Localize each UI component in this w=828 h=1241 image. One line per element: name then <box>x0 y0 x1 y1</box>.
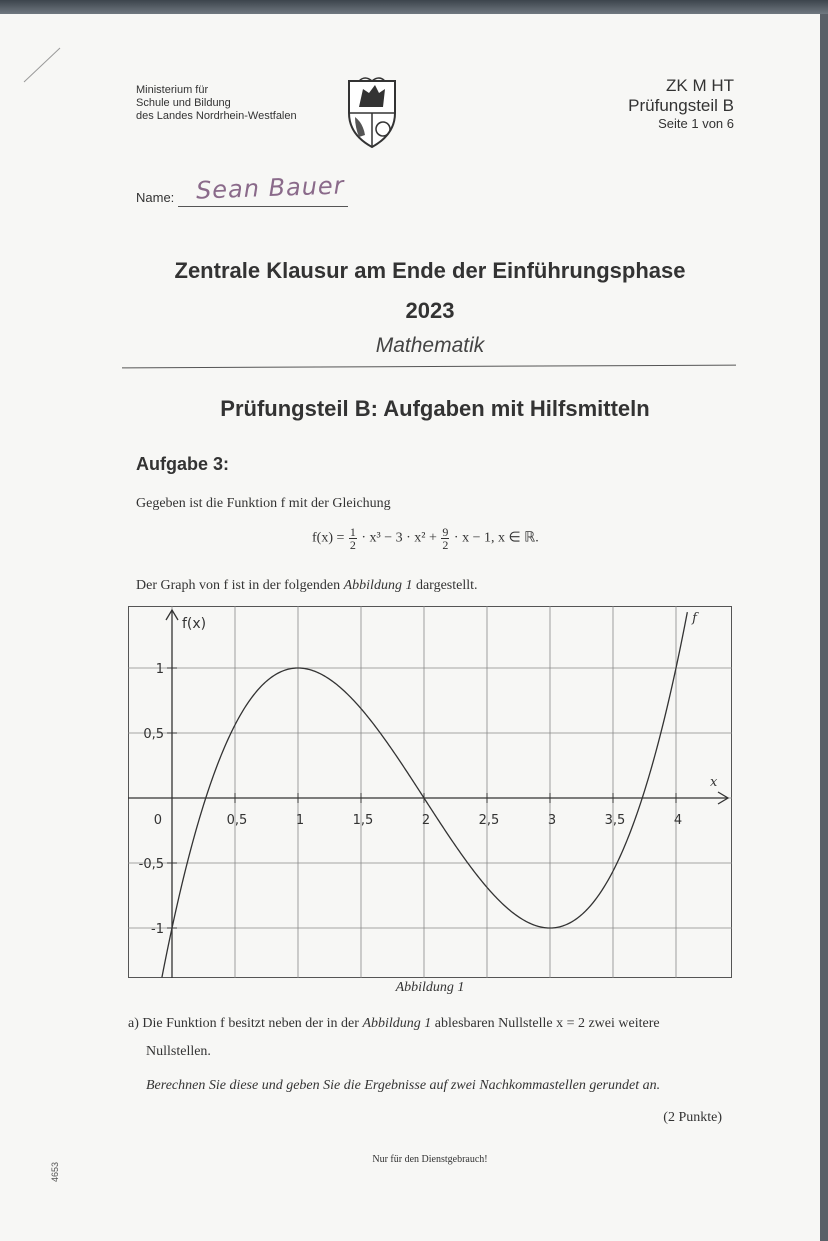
fraction-denominator: 2 <box>349 538 356 552</box>
chart-frame <box>129 607 732 978</box>
graph-intro <box>136 578 478 594</box>
chart-ticks <box>139 662 683 937</box>
graph-intro-text-end: dargestellt. <box>412 578 478 593</box>
part-a-text-1: a) Die Funktion f besitzt neben der in der <box>128 1016 363 1031</box>
y-tick-label: 1 <box>155 662 164 677</box>
page-number: Seite 1 von 6 <box>658 116 734 131</box>
formula-lhs: f(x) = <box>312 530 345 546</box>
ministry-line-2: Schule und Bildung <box>136 97 231 109</box>
ministry-block <box>136 84 297 123</box>
figure-caption: Abbildung 1 <box>395 980 465 995</box>
points: (2 Punkte) <box>663 1110 722 1125</box>
task-intro: Gegeben ist die Funktion f mit der Gleichung <box>136 496 391 511</box>
x-axis-label: x <box>710 775 718 790</box>
function-formula <box>312 526 539 551</box>
x-tick-label: 0,5 <box>226 813 248 828</box>
function-graph <box>128 606 732 978</box>
section-title: Prüfungsteil B: Aufgaben mit Hilfsmitteln <box>220 396 650 421</box>
name-handwriting[interactable]: Sean Bauer <box>195 171 346 205</box>
chart-grid <box>128 606 732 978</box>
divider <box>122 365 736 369</box>
pencil-mark <box>20 44 64 84</box>
function-curve <box>162 612 687 977</box>
part-a-text-3: ablesbaren Nullstelle x = 2 zwei weitere <box>431 1016 660 1031</box>
part-a-instruction: Berechnen Sie diese und geben Sie die Ergebnisse auf zwei Nachkommastellen gerundet an. <box>146 1078 661 1093</box>
y-tick-label: -1 <box>151 922 164 937</box>
formula-term-1: · x³ − 3 · x² + <box>361 530 437 546</box>
name-underline <box>178 206 348 207</box>
side-code: 4653 <box>50 1161 60 1182</box>
exam-page <box>0 14 820 1241</box>
fraction-numerator: 1 <box>349 525 356 539</box>
x-tick-label: 2,5 <box>478 813 500 828</box>
fraction-9-2 <box>441 526 449 551</box>
part-a-figure-ref: Abbildung 1 <box>362 1016 432 1031</box>
header-right <box>628 76 734 132</box>
y-tick-label: -0,5 <box>138 857 164 872</box>
fraction-denominator: 2 <box>442 538 449 552</box>
part-a-text <box>128 1016 738 1032</box>
origin-label: 0 <box>153 813 162 828</box>
exam-part: Prüfungsteil B <box>628 96 734 115</box>
footer-note: Nur für den Dienstgebrauch! <box>372 1154 488 1165</box>
y-tick-label: 0,5 <box>143 727 164 742</box>
graph-intro-text: Der Graph von f ist in der folgenden <box>136 578 344 593</box>
exam-title: Zentrale Klausur am Ende der Einführungsphase <box>174 258 686 283</box>
part-a-text-continued: Nullstellen. <box>146 1044 211 1059</box>
x-tick-label: 4 <box>673 813 683 828</box>
coat-of-arms-icon <box>345 77 399 149</box>
x-tick-label: 3 <box>547 813 557 828</box>
name-label: Name: <box>136 190 175 205</box>
fraction-1-2 <box>349 526 357 551</box>
x-tick-label: 1,5 <box>352 813 374 828</box>
graph-intro-ref: Abbildung 1 <box>343 578 413 593</box>
exam-year: 2023 <box>405 298 455 323</box>
x-tick-label: 1 <box>295 813 305 828</box>
formula-term-2: · x − 1, x ∈ ℝ. <box>453 530 539 546</box>
x-tick-label: 2 <box>421 813 431 828</box>
exam-code: ZK M HT <box>666 76 734 95</box>
curve-label: f <box>692 611 697 626</box>
task-heading: Aufgabe 3: <box>136 454 230 474</box>
x-tick-label: 3,5 <box>604 813 626 828</box>
fraction-numerator: 9 <box>442 525 449 539</box>
ministry-line-3: des Landes Nordrhein-Westfalen <box>136 110 297 122</box>
y-axis-label: f(x) <box>182 616 207 632</box>
exam-subject: Mathematik <box>375 334 485 357</box>
ministry-line-1: Ministerium für <box>136 84 209 96</box>
chart-axes <box>128 610 728 978</box>
